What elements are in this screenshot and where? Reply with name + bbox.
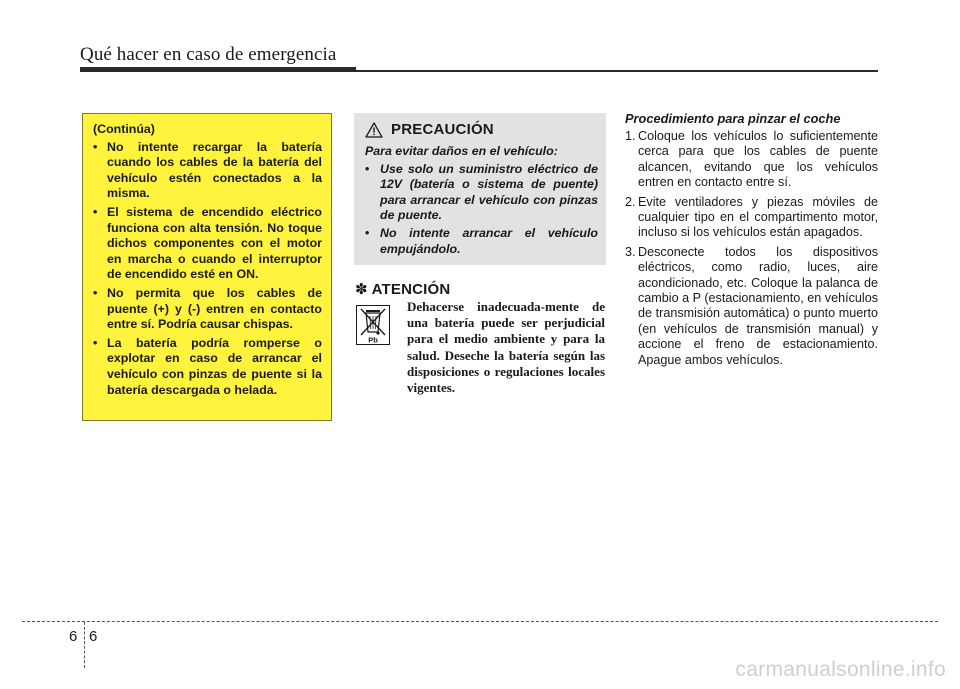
procedure-step: [625, 129, 878, 191]
continued-label: (Continúa): [93, 122, 155, 136]
step-number: 3.: [625, 244, 636, 259]
section-title: Qué hacer en caso de emergencia: [80, 44, 337, 65]
header-rule-accent: [80, 67, 356, 72]
footer-divider: [84, 622, 85, 668]
step-text: Desconecte todos los dispositivos eléctricos, como radio, luces, aire acondicionado, etc. Coloque la palanca de cambio a P (estacionamiento, en vehículos de transmisión automática) o punto muerto (en vehículos de transmisión manual) y accione el freno de estacionamiento. Apague ambos vehículos.: [638, 244, 878, 367]
step-text: Evite ventiladores y piezas móviles de cualquier tipo en el compartimento motor, incluso si los vehículos están apagados.: [638, 194, 878, 240]
caution-header: [365, 121, 598, 138]
step-text: Coloque los vehículos lo suficientemente cerca para que los cables de puente alcancen, evitando que los vehículos entren en contacto entre sí.: [638, 129, 878, 190]
procedure-step: [625, 245, 878, 368]
step-number: 2.: [625, 194, 636, 209]
attention-title: ✽ ATENCIÓN: [355, 281, 451, 298]
procedure-list: [625, 129, 878, 372]
page-number: 6: [89, 628, 98, 645]
battery-lead-label: Pb: [368, 335, 378, 345]
chapter-number: 6: [69, 628, 78, 645]
procedure-title: Procedimiento para pinzar el coche: [625, 111, 841, 126]
warning-list: [92, 140, 322, 399]
caution-item: • Use solo un suministro eléctrico de 12V (batería o sistema de puente) para arrancar el vehículo con pinzas de puente.: [365, 162, 598, 224]
caution-list: [365, 162, 598, 258]
warning-item: • El sistema de encendido eléctrico funciona con alta tensión. No toque dichos componentes con el motor en marcha o cuando el interruptor de encendido esté en ON.: [92, 205, 322, 283]
caution-intro: Para evitar daños en el vehículo:: [365, 144, 558, 158]
crossed-bin-recycle-icon: [356, 305, 390, 345]
caution-title: PRECAUCIÓN: [391, 121, 494, 138]
caution-box: [354, 113, 606, 265]
procedure-step: [625, 195, 878, 241]
warning-box: [82, 113, 332, 421]
warning-item: • La batería podría romperse o explotar en caso de arrancar el vehículo con pinzas de puente si la batería descargada o helada.: [92, 336, 322, 398]
warning-item: • No permita que los cables de puente (+) y (-) entren en contacto entre sí. Podría causar chispas.: [92, 286, 322, 333]
caution-item: • No intente arrancar el vehículo empujándolo.: [365, 226, 598, 257]
attention-text: Dehacerse inadecuada-mente de una batería puede ser perjudicial para el medio ambiente y para la salud. Deseche la batería según las disposiciones o regulaciones locales vigentes.: [407, 299, 605, 396]
footer-rule: [22, 621, 938, 622]
warning-item: • No intente recargar la batería cuando los cables de la batería del vehículo estén conectados a la misma.: [92, 140, 322, 202]
warning-triangle-icon: [365, 122, 383, 138]
watermark-text: carmanualsonline.info: [735, 658, 946, 681]
step-number: 1.: [625, 129, 636, 143]
